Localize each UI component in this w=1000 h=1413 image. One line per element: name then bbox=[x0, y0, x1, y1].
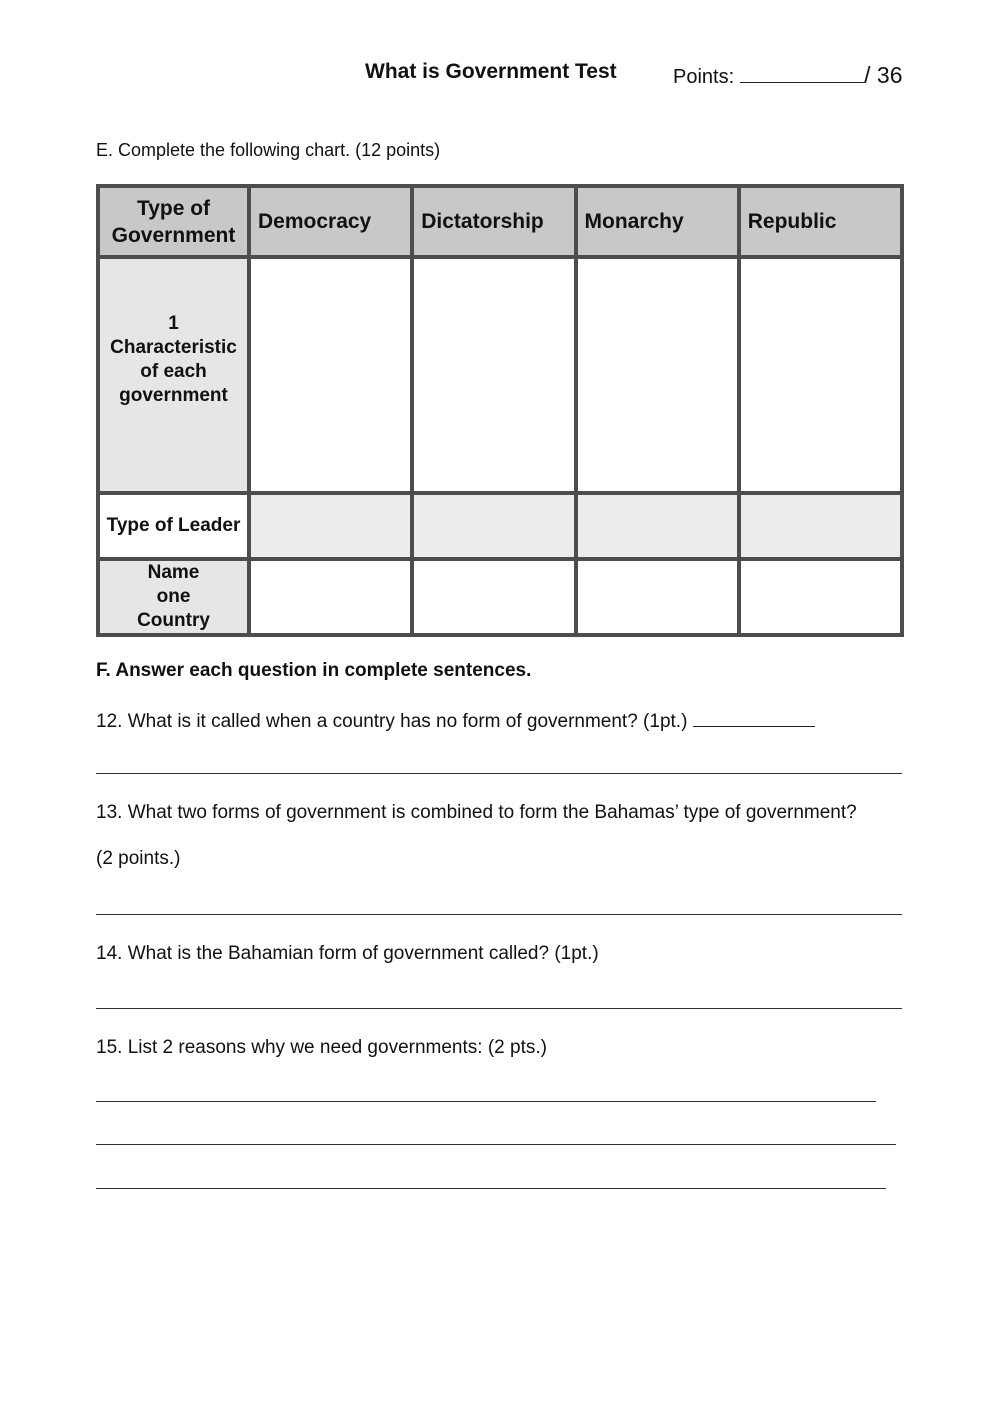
answer-cell[interactable] bbox=[739, 257, 902, 493]
answer-line-15b[interactable] bbox=[96, 1144, 896, 1145]
answer-cell[interactable] bbox=[739, 559, 902, 635]
answer-cell[interactable] bbox=[576, 493, 739, 559]
column-header-democracy: Democracy bbox=[249, 186, 412, 257]
answer-cell[interactable] bbox=[249, 493, 412, 559]
answer-cell[interactable] bbox=[576, 559, 739, 635]
chart-header-row bbox=[98, 186, 902, 257]
question-13-points: (2 points.) bbox=[96, 848, 181, 869]
answer-cell[interactable] bbox=[412, 493, 575, 559]
worksheet-title: What is Government Test bbox=[365, 60, 617, 83]
question-14-text: 14. What is the Bahamian form of government called? (1pt.) bbox=[96, 943, 599, 964]
chart-row-leader bbox=[98, 493, 902, 559]
question-12-text: 12. What is it called when a country has no form of government? (1pt.) bbox=[96, 711, 688, 732]
points-label: Points: bbox=[673, 66, 735, 88]
column-header-monarchy: Monarchy bbox=[576, 186, 739, 257]
answer-cell[interactable] bbox=[576, 257, 739, 493]
chart-row-country bbox=[98, 559, 902, 635]
government-chart bbox=[96, 184, 904, 637]
answer-line-15a[interactable] bbox=[96, 1101, 876, 1102]
question-15-text: 15. List 2 reasons why we need governments: (2 pts.) bbox=[96, 1037, 547, 1058]
answer-line-13[interactable] bbox=[96, 914, 902, 915]
column-header-republic: Republic bbox=[739, 186, 902, 257]
section-e-instruction: E. Complete the following chart. (12 points) bbox=[96, 140, 441, 160]
row-header-leader: Type of Leader bbox=[98, 493, 249, 559]
chart-row-characteristic bbox=[98, 257, 902, 493]
answer-cell[interactable] bbox=[412, 257, 575, 493]
question-12-short-blank[interactable] bbox=[693, 708, 815, 727]
question-13-text: 13. What two forms of government is combined to form the Bahamas’ type of government? bbox=[96, 802, 857, 823]
answer-cell[interactable] bbox=[249, 559, 412, 635]
column-header-dictatorship: Dictatorship bbox=[412, 186, 575, 257]
answer-line-14[interactable] bbox=[96, 1008, 902, 1009]
question-12 bbox=[96, 708, 815, 733]
answer-cell[interactable] bbox=[412, 559, 575, 635]
answer-line-15c[interactable] bbox=[96, 1188, 886, 1189]
points-field bbox=[673, 62, 903, 89]
answer-cell[interactable] bbox=[249, 257, 412, 493]
section-f-instruction: F. Answer each question in complete sentences. bbox=[96, 660, 532, 681]
row-header-country-text: Name one Country bbox=[137, 562, 210, 631]
answer-line-12[interactable] bbox=[96, 773, 902, 774]
points-total: / 36 bbox=[864, 62, 903, 88]
row-header-country bbox=[98, 559, 249, 635]
row-header-characteristic bbox=[98, 257, 249, 493]
corner-header: Type of Government bbox=[98, 186, 249, 257]
points-blank[interactable] bbox=[740, 63, 864, 83]
answer-cell[interactable] bbox=[739, 493, 902, 559]
row-header-characteristic-text: 1 Characteristic of each government bbox=[110, 313, 237, 406]
